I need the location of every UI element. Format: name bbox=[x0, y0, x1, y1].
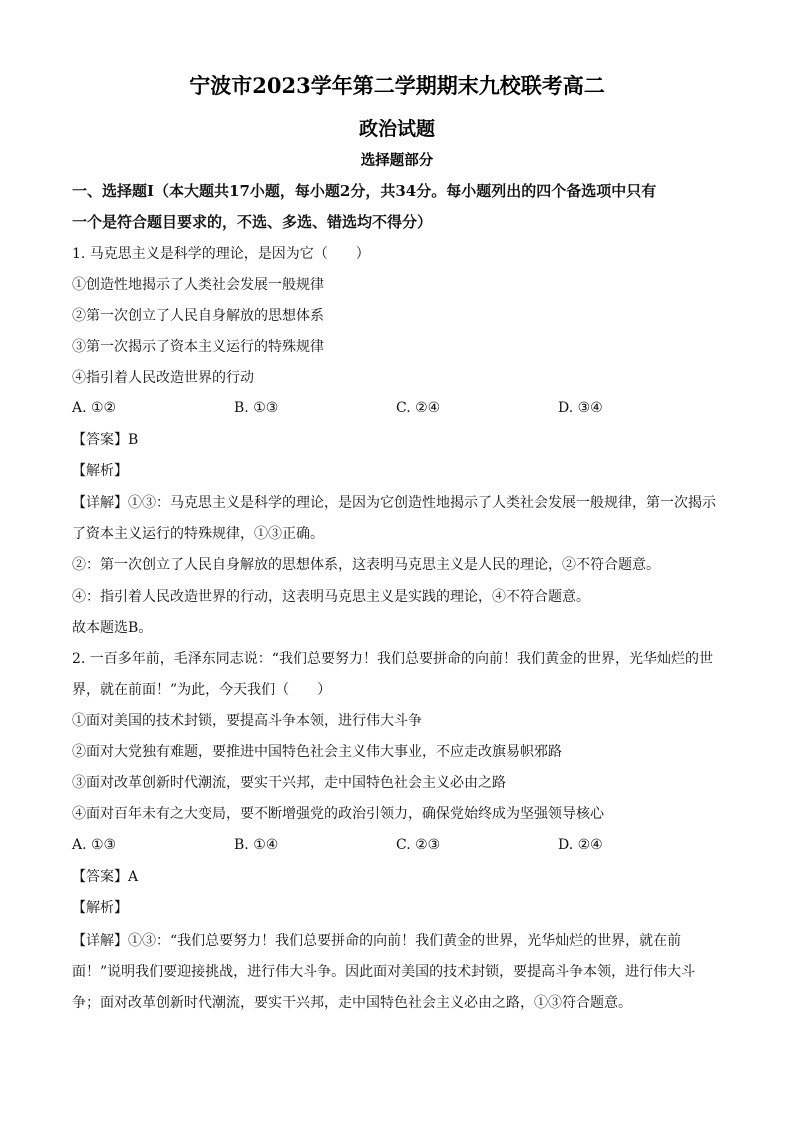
q2-item-1: ①面对美国的技术封锁，要提高斗争本领，进行伟大斗争 bbox=[72, 713, 422, 729]
q1-option-d: D. ③④ bbox=[558, 400, 603, 416]
q1-item-4: ④指引着人民改造世界的行动 bbox=[72, 370, 254, 386]
q2-option-a: A. ①③ bbox=[72, 837, 117, 853]
q1-item-1: ①创造性地揭示了人类社会发展一般规律 bbox=[72, 277, 324, 293]
document-subtitle: 政治试题 bbox=[358, 118, 435, 140]
section-heading-line-2: 一个是符合题目要求的，不选、多选、错选均不得分） bbox=[72, 213, 433, 231]
q2-detail-2: 面！”说明我们要迎接挑战，进行伟大斗争。因此面对美国的技术封锁，要提高斗争本领，进行伟大斗 bbox=[72, 964, 696, 980]
q2-option-b: B. ①④ bbox=[234, 837, 279, 853]
q1-item-3: ③第一次揭示了资本主义运行的特殊规律 bbox=[72, 339, 324, 355]
q2-detail-3: 争；面对改革创新时代潮流，要实干兴邦，走中国特色社会主义必由之路，①③符合题意。 bbox=[72, 995, 632, 1011]
q2-detail-1: 【详解】①③：“我们总要努力！我们总要拼命的向前！我们黄金的世界，光华灿烂的世界，就在前 bbox=[72, 933, 682, 949]
q2-stem-line-2: 界，就在前面！”为此，今天我们（ ） bbox=[72, 682, 332, 698]
q1-detail-2: 了资本主义运行的特殊规律，①③正确。 bbox=[72, 526, 324, 542]
q1-detail-1: 【详解】①③：马克思主义是科学的理论，是因为它创造性地揭示了人类社会发展一般规律，第一次揭示 bbox=[72, 495, 716, 511]
q1-option-c: C. ②④ bbox=[396, 400, 441, 416]
q2-item-4: ④面对百年未有之大变局，要不断增强党的政治引领力，确保党始终成为坚强领导核心 bbox=[72, 806, 604, 822]
q1-detail-4: ④：指引着人民改造世界的行动，这表明马克思主义是实践的理论，④不符合题意。 bbox=[72, 589, 590, 605]
q1-item-2: ②第一次创立了人民自身解放的思想体系 bbox=[72, 308, 324, 324]
q1-option-b: B. ①③ bbox=[234, 400, 279, 416]
q2-analysis-heading: 【解析】 bbox=[72, 900, 128, 916]
q2-option-c: C. ②③ bbox=[396, 837, 441, 853]
q1-answer: 【答案】B bbox=[72, 432, 139, 448]
q2-item-3: ③面对改革创新时代潮流，要实干兴邦，走中国特色社会主义必由之路 bbox=[72, 775, 506, 791]
q1-detail-5: 故本题选B。 bbox=[72, 620, 153, 636]
q2-item-2: ②面对大党独有难题，要推进中国特色社会主义伟大事业，不应走改旗易帜邪路 bbox=[72, 744, 562, 760]
q1-analysis-heading: 【解析】 bbox=[72, 463, 128, 479]
q1-detail-3: ②：第一次创立了人民自身解放的思想体系，这表明马克思主义是人民的理论，②不符合题意。 bbox=[72, 557, 660, 573]
q1-option-a: A. ①② bbox=[72, 400, 117, 416]
document-title: 宁波市2023学年第二学期期末九校联考高二 bbox=[189, 73, 605, 98]
q2-answer: 【答案】A bbox=[72, 869, 139, 885]
part-heading: 选择题部分 bbox=[360, 152, 434, 169]
q2-stem-line-1: 2. 一百多年前，毛泽东同志说：“我们总要努力！我们总要拼命的向前！我们黄金的世界，光华灿烂的世 bbox=[72, 651, 713, 667]
q2-option-d: D. ②④ bbox=[558, 837, 603, 853]
section-heading-line-1: 一、选择题Ⅰ（本大题共17小题，每小题2分，共34分。每小题列出的四个备选项中只有 bbox=[72, 182, 657, 200]
q1-stem: 1. 马克思主义是科学的理论，是因为它（ ） bbox=[72, 246, 370, 262]
